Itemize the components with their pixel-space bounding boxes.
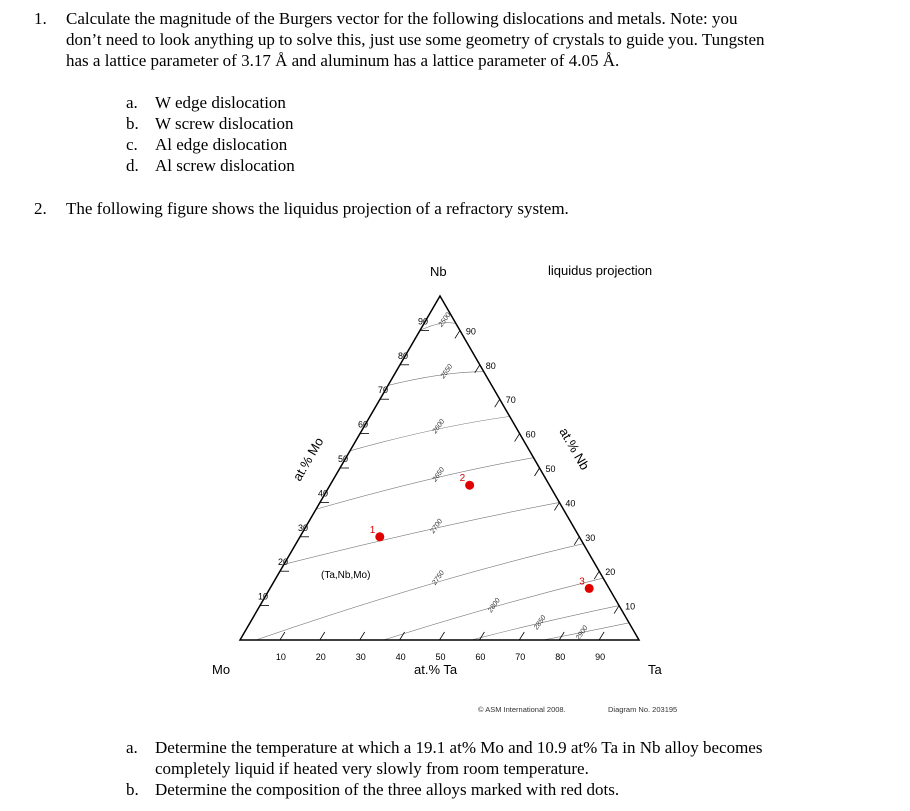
isotherm-label: 2600 xyxy=(431,418,447,436)
bottom-tick xyxy=(320,632,325,640)
isotherm-curve xyxy=(350,416,510,450)
left-tick-label: 90 xyxy=(418,316,429,327)
isotherm-label: 2850 xyxy=(533,614,548,632)
left-tick-label: 70 xyxy=(378,385,389,396)
q1-part-d-text: Al screw dislocation xyxy=(155,156,295,175)
bottom-tick-label: 30 xyxy=(355,652,366,662)
q2-part-a-line-2: completely liquid if heated very slowly from room temperature. xyxy=(155,759,589,778)
axis-bottom-label: at.% Ta xyxy=(414,662,458,677)
apex-ta-label: Ta xyxy=(648,662,662,677)
axis-right-label: at.% Nb xyxy=(556,425,593,473)
bottom-tick xyxy=(280,632,285,640)
question-2-number: 2. xyxy=(34,199,47,218)
bottom-tick-label: 40 xyxy=(395,652,406,662)
bottom-tick-label: 10 xyxy=(275,652,286,662)
isotherm-curve xyxy=(284,502,559,564)
q2-part-a-line-1: Determine the temperature at which a 19.1 at% Mo and 10.9 at% Ta in Nb alloy becomes xyxy=(155,738,763,757)
left-tick-label: 60 xyxy=(358,419,369,430)
question-1-line-3: has a lattice parameter of 3.17 Å and aluminum has a lattice parameter of 4.05 Å. xyxy=(66,51,620,70)
apex-mo-label: Mo xyxy=(212,662,231,677)
isotherm-label: 2900 xyxy=(574,624,590,642)
red-dot xyxy=(375,532,384,541)
left-tick-label: 80 xyxy=(398,350,409,361)
copyright-note: © ASM International 2008. xyxy=(478,705,566,714)
red-dot-points xyxy=(370,473,594,593)
right-tick xyxy=(594,571,599,579)
right-tick-label: 50 xyxy=(545,464,556,474)
isotherm-label: 2500 xyxy=(437,311,453,329)
bottom-tick xyxy=(360,632,365,640)
right-tick-label: 40 xyxy=(565,498,576,509)
apex-nb-label: Nb xyxy=(430,264,447,279)
right-tick xyxy=(495,399,500,407)
bottom-tick-label: 90 xyxy=(595,652,606,662)
bottom-tick-label: 70 xyxy=(515,652,526,662)
right-tick-label: 60 xyxy=(525,429,536,440)
isotherm-label: 2750 xyxy=(431,569,447,587)
right-tick xyxy=(535,468,540,476)
question-1-line-2: don’t need to look anything up to solve this, just use some geometry of crystals to guide you. Tungsten xyxy=(66,30,765,49)
q1-part-c-letter: c. xyxy=(126,135,138,154)
isotherm-label: 2800 xyxy=(487,597,502,614)
region-label: (Ta,Nb,Mo) xyxy=(321,570,371,581)
isotherm-curve xyxy=(388,372,484,386)
bottom-tick xyxy=(440,632,445,640)
right-tick xyxy=(515,434,520,442)
red-dot-label: 2 xyxy=(459,473,466,485)
right-tick-label: 30 xyxy=(585,532,596,543)
left-tick-label: 40 xyxy=(318,488,329,499)
bottom-tick-label: 20 xyxy=(315,652,326,662)
bottom-tick-label: 80 xyxy=(555,652,566,662)
red-dot xyxy=(585,584,594,593)
isotherm-curve xyxy=(316,458,534,510)
right-tick-label: 70 xyxy=(505,395,516,406)
q1-part-b-text: W screw dislocation xyxy=(155,114,294,133)
bottom-tick xyxy=(599,632,604,640)
question-1-number: 1. xyxy=(34,9,47,28)
q1-part-a-text: W edge dislocation xyxy=(155,93,286,112)
question-2-text: The following figure shows the liquidus projection of a refractory system. xyxy=(66,199,569,218)
q2-part-b-letter: b. xyxy=(126,780,139,799)
red-dot-label: 1 xyxy=(369,524,376,536)
left-tick-label: 20 xyxy=(278,557,289,568)
q2-part-a-letter: a. xyxy=(126,738,138,757)
right-tick-label: 10 xyxy=(625,601,636,612)
diagram-number: Diagram No. 203195 xyxy=(608,705,678,714)
right-tick-label: 80 xyxy=(485,360,496,371)
isotherm-label: 2650 xyxy=(431,466,447,484)
q2-part-b-line-1: Determine the composition of the three alloys marked with red dots. xyxy=(155,780,620,799)
axis-left-label: at.% Mo xyxy=(289,434,327,484)
right-tick xyxy=(455,330,460,338)
diagram-title: liquidus projection xyxy=(548,263,653,278)
right-tick xyxy=(554,502,559,510)
bottom-tick-label: 50 xyxy=(435,652,446,662)
q1-part-b-letter: b. xyxy=(126,114,139,133)
isotherm-label: 2550 xyxy=(439,363,455,381)
question-1-line-1: Calculate the magnitude of the Burgers vector for the following dislocations and metals. Note: you xyxy=(66,9,738,28)
bottom-tick-label: 60 xyxy=(475,652,486,662)
red-dot xyxy=(465,481,474,490)
q1-part-c-text: Al edge dislocation xyxy=(155,135,288,154)
q1-part-d-letter: d. xyxy=(126,156,139,175)
left-tick-label: 30 xyxy=(298,522,309,533)
q1-part-a-letter: a. xyxy=(126,93,138,112)
bottom-tick xyxy=(519,632,524,640)
right-tick-label: 90 xyxy=(465,326,476,337)
right-tick xyxy=(574,537,579,545)
left-tick-label: 10 xyxy=(258,591,269,602)
bottom-tick xyxy=(479,632,484,640)
right-tick-label: 20 xyxy=(605,567,616,578)
isotherm-label: 2700 xyxy=(429,518,445,535)
bottom-tick xyxy=(400,632,405,640)
left-tick-label: 50 xyxy=(338,454,349,464)
red-dot-label: 3 xyxy=(579,576,585,588)
